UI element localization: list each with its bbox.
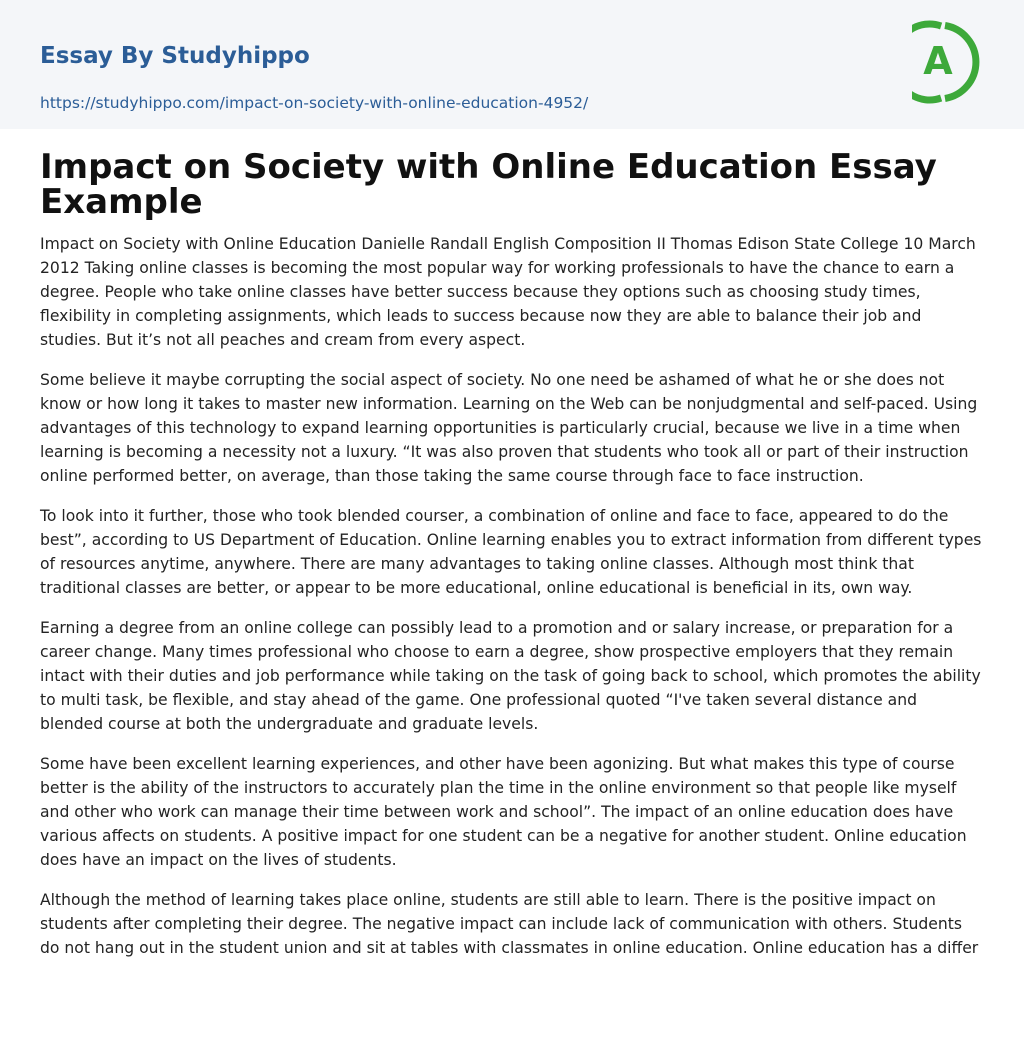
article-paragraph-1: Impact on Society with Online Education Danielle Randall English Composition II Thomas Edison State College 10 March 2012 Taking online classes is becoming the most popular way for working professionals to have the chance to earn a degree. People who take online classes have better success because they options such as choosing study times, flexibility in completing assignments, which leads to success because now they are able to balance their job and studies. But it’s not all peaches and cream from every aspect. [40,235,976,349]
article-paragraph-2: Some believe it maybe corrupting the social aspect of society. No one need be ashamed of what he or she does not know or how long it takes to master new information. Learning on the Web can be nonjudgmental and self-paced. Using advantages of this technology to expand learning opportunities is particularly crucial, because we live in a time when learning is becoming a necessity not a luxury. “It was also proven that students who took all or part of their instruction online performed better, on average, than those taking the same course through face to face instruction. [40,371,978,485]
page-title: Impact on Society with Online Education Essay Example [40,147,937,222]
article-paragraph-3: To look into it further, those who took blended courser, a combination of online and face to face, appeared to do the best”, according to US Department of Education. Online learning enables you to extract information from different types of resources anytime, anywhere. There are many advantages to taking online classes. Although most think that traditional classes are better, or appear to be more educational, online educational is beneficial in its, own way. [40,507,982,597]
site-header [0,0,1024,129]
logo-circle-a-graphic [912,20,984,104]
article-paragraph-5: Some have been excellent learning experiences, and other have been agonizing. But what makes this type of course better is the ability of the instructors to accurately plan the time in the online environment so that people like myself and other who work can manage their time between work and school”. The impact of an online education does have various affects on students. A positive impact for one student can be a negative for another student. Online education does have an impact on the lives of students. [40,755,967,869]
source-url-link[interactable]: https://studyhippo.com/impact-on-society-with-online-education-4952/ [40,94,589,112]
site-brand[interactable]: Essay By Studyhippo [40,43,310,69]
logo-icon[interactable] [912,20,984,104]
logo-letter: A [923,39,953,83]
article [0,147,1024,960]
article-paragraph-6: Although the method of learning takes place online, students are still able to learn. There is the positive impact on students after completing their degree. The negative impact can include lack of communication with others. Students do not hang out in the student union and sit at tables with classmates in online education. Online education has a differ [40,891,979,957]
article-paragraph-4: Earning a degree from an online college can possibly lead to a promotion and or salary increase, or preparation for a career change. Many times professional who choose to earn a degree, show prospective employers that they remain intact with their duties and job performance while taking on the task of going back to school, which promotes the ability to multi task, be flexible, and stay ahead of the game. One professional quoted “I've taken several distance and blended course at both the undergraduate and graduate levels. [40,619,981,733]
